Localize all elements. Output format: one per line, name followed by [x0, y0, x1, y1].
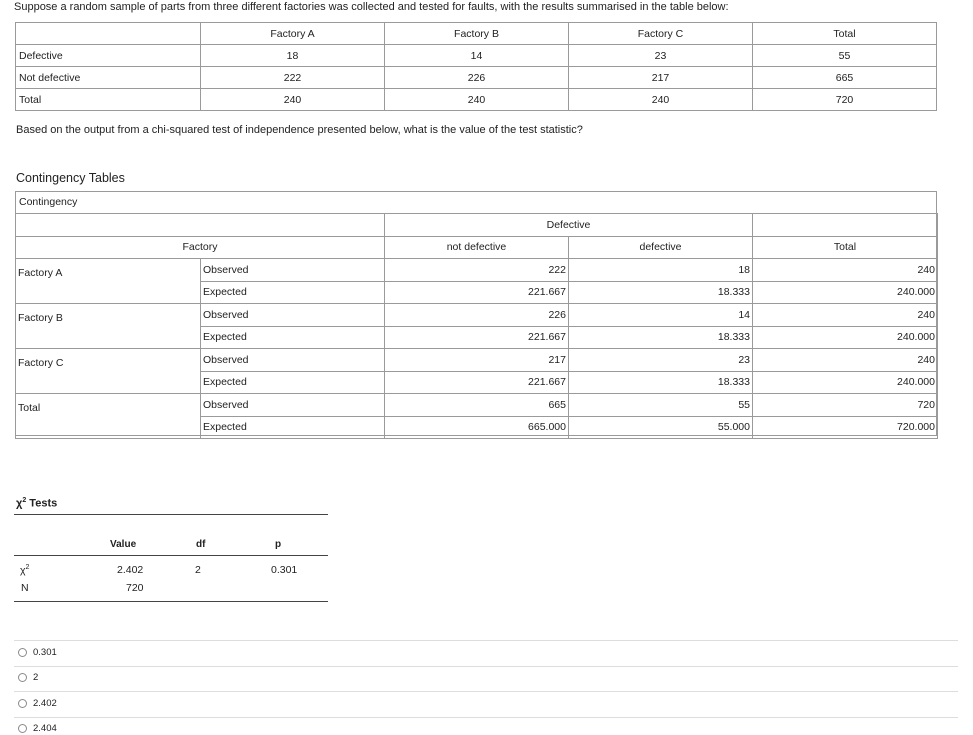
group-name: Factory C	[16, 349, 201, 394]
chi-value: 2.402	[117, 564, 144, 576]
row-type: Expected	[201, 281, 385, 304]
table-cell: 222	[385, 259, 569, 282]
chi-header-p: p	[275, 539, 282, 550]
radio-button[interactable]	[18, 648, 27, 657]
row-type: Observed	[201, 349, 385, 372]
table-cell: 55	[569, 394, 753, 417]
option-divider	[14, 691, 958, 692]
radio-button[interactable]	[18, 673, 27, 682]
chi-superscript: 2	[25, 564, 30, 571]
table-cell: 55.000	[569, 416, 753, 439]
table-row	[16, 259, 938, 282]
table-cell: 14	[569, 304, 753, 327]
table-header-row	[16, 23, 937, 45]
answer-option[interactable]	[18, 698, 57, 709]
chi-header-df: df	[196, 539, 206, 550]
table-cell: 217	[569, 67, 753, 89]
option-divider	[14, 717, 958, 718]
table-cell: 222	[201, 67, 385, 89]
column-header-row	[16, 236, 938, 259]
table-cell: 217	[385, 349, 569, 372]
chi-header-value: Value	[110, 539, 137, 550]
group-header: Defective	[385, 214, 753, 237]
chi-superscript: 2	[22, 497, 27, 504]
table-cell: 221.667	[385, 371, 569, 394]
group-name: Total	[16, 394, 201, 439]
table-cell: 23	[569, 349, 753, 372]
table-cell: 720	[753, 394, 938, 417]
row-type: Expected	[201, 326, 385, 349]
chi-symbol: χ	[20, 564, 26, 577]
n-row-label: N	[21, 582, 29, 594]
answer-option[interactable]	[18, 672, 38, 683]
table-cell: 240	[753, 349, 938, 372]
row-type: Expected	[201, 371, 385, 394]
table-cell: 240	[569, 89, 753, 111]
table-cell: 221.667	[385, 281, 569, 304]
chi-df: 2	[195, 564, 201, 576]
chi-tests-title	[16, 497, 57, 510]
chi-title-text: Tests	[26, 497, 58, 510]
table-row	[16, 394, 938, 417]
row-label: Defective	[16, 45, 201, 67]
chi-row-label	[20, 564, 29, 577]
table-cell: 240	[201, 89, 385, 111]
header-cell: Factory A	[201, 23, 385, 45]
table-cell: 23	[569, 45, 753, 67]
row-type: Observed	[201, 259, 385, 282]
table-cell: 18.333	[569, 326, 753, 349]
header-cell: Total	[753, 23, 937, 45]
row-header: Factory	[16, 236, 385, 259]
table-cell: 240	[753, 304, 938, 327]
answer-option[interactable]	[18, 723, 57, 734]
row-type: Observed	[201, 394, 385, 417]
table-cell: 240	[385, 89, 569, 111]
table-cell: 240.000	[753, 371, 938, 394]
column-header: not defective	[385, 236, 569, 259]
row-label: Not defective	[16, 67, 201, 89]
table-cell: 18.333	[569, 371, 753, 394]
empty-cell	[16, 214, 385, 237]
table-cell: 226	[385, 67, 569, 89]
chi-rule-top	[14, 514, 328, 515]
header-cell	[16, 23, 201, 45]
table-cell: 240	[753, 259, 938, 282]
header-cell: Factory C	[569, 23, 753, 45]
empty-cell	[753, 214, 938, 237]
table-cell: 665	[753, 67, 937, 89]
radio-button[interactable]	[18, 699, 27, 708]
table-cell: 55	[753, 45, 937, 67]
table-row	[16, 89, 937, 111]
chi-rule-mid	[14, 555, 328, 556]
table-cell: 18.333	[569, 281, 753, 304]
table-cell: 665.000	[385, 416, 569, 439]
option-label: 2.404	[33, 723, 57, 734]
option-divider	[14, 640, 958, 641]
chi-p: 0.301	[271, 564, 298, 576]
table-cell: 14	[385, 45, 569, 67]
contingency-table	[15, 213, 938, 439]
group-name: Factory B	[16, 304, 201, 349]
column-header: Total	[753, 236, 938, 259]
contingency-box-label: Contingency	[19, 196, 78, 208]
table-row	[16, 349, 938, 372]
group-header-row	[16, 214, 938, 237]
table-cell: 720.000	[753, 416, 938, 439]
radio-button[interactable]	[18, 724, 27, 733]
table-cell: 240.000	[753, 326, 938, 349]
factory-table	[15, 22, 937, 111]
row-type: Observed	[201, 304, 385, 327]
answer-option[interactable]	[18, 647, 57, 658]
chi-symbol: χ	[16, 497, 23, 510]
option-label: 2	[33, 672, 39, 683]
header-cell: Factory B	[385, 23, 569, 45]
row-type: Expected	[201, 416, 385, 439]
n-value: 720	[126, 582, 144, 594]
table-row	[16, 45, 937, 67]
table-cell: 221.667	[385, 326, 569, 349]
row-label: Total	[16, 89, 201, 111]
contingency-section-title: Contingency Tables	[16, 171, 125, 185]
table-cell: 240.000	[753, 281, 938, 304]
question-intro: Suppose a random sample of parts from three different factories was collected and tested for faults, with the results summarised in the table below:	[14, 1, 729, 13]
group-name: Factory A	[16, 259, 201, 304]
table-cell: 720	[753, 89, 937, 111]
table-cell: 665	[385, 394, 569, 417]
table-row	[16, 67, 937, 89]
table-cell: 18	[201, 45, 385, 67]
option-divider	[14, 666, 958, 667]
chi-rule-bottom	[14, 601, 328, 602]
option-label: 0.301	[33, 647, 57, 658]
table-cell: 18	[569, 259, 753, 282]
column-header: defective	[569, 236, 753, 259]
question-prompt: Based on the output from a chi-squared test of independence presented below, what is the value of the test statistic?	[16, 124, 583, 136]
table-cell: 226	[385, 304, 569, 327]
option-label: 2.402	[33, 698, 57, 709]
table-row	[16, 304, 938, 327]
